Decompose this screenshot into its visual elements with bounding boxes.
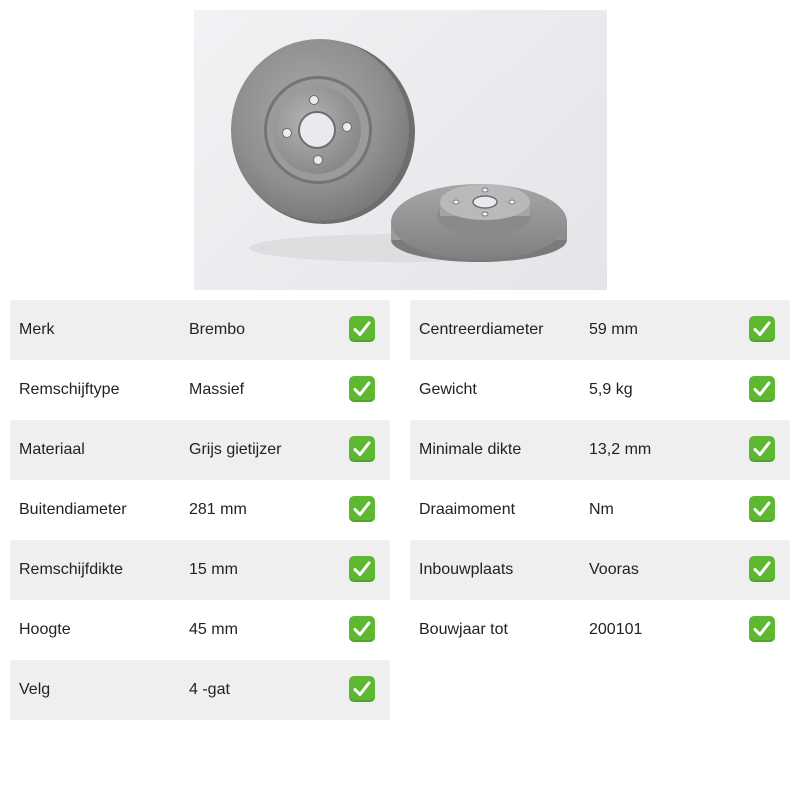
green-check-icon [349, 616, 375, 642]
green-check-icon [349, 556, 375, 582]
spec-label: Merk [19, 321, 55, 338]
green-check-icon [749, 556, 775, 582]
green-check-icon [349, 496, 375, 522]
spec-row-centreerdiameter [410, 300, 790, 360]
spec-row-remschijfdikte [10, 540, 390, 600]
spec-label: Remschijftype [19, 381, 120, 398]
spec-row-materiaal [10, 420, 390, 480]
specs-table-left [10, 300, 390, 720]
spec-row-remschijftype [10, 360, 390, 420]
product-photo [194, 10, 607, 290]
spec-label: Hoogte [19, 621, 71, 638]
brake-disc-image [194, 10, 607, 290]
green-check-icon [749, 316, 775, 342]
spec-value: Brembo [189, 321, 246, 338]
spec-row-minimale-dikte [410, 420, 790, 480]
spec-value: Massief [189, 381, 245, 398]
spec-label: Buitendiameter [19, 501, 127, 518]
spec-row-merk [10, 300, 390, 360]
spec-label: Centreerdiameter [419, 321, 544, 338]
spec-row-velg [10, 660, 390, 720]
spec-row-gewicht [410, 360, 790, 420]
spec-row-draaimoment [410, 480, 790, 540]
spec-label: Draaimoment [419, 501, 516, 518]
spec-label: Gewicht [419, 381, 477, 398]
green-check-icon [349, 316, 375, 342]
specs-table-right [410, 300, 790, 660]
spec-label: Bouwjaar tot [419, 621, 508, 638]
spec-value: 15 mm [189, 561, 238, 578]
spec-label: Remschijfdikte [19, 561, 124, 578]
spec-value: Vooras [589, 561, 639, 578]
spec-value: Grijs gietijzer [189, 441, 282, 458]
spec-value: 200101 [589, 621, 643, 638]
spec-label: Velg [19, 681, 51, 698]
spec-row-hoogte [10, 600, 390, 660]
spec-value: 281 mm [189, 501, 247, 518]
spec-value: 59 mm [589, 321, 638, 338]
spec-value: 5,9 kg [589, 381, 633, 398]
spec-label: Minimale dikte [419, 441, 522, 458]
green-check-icon [349, 436, 375, 462]
green-check-icon [349, 676, 375, 702]
spec-row-bouwjaar-tot [410, 600, 790, 660]
spec-value: 13,2 mm [589, 441, 652, 458]
spec-row-inbouwplaats [410, 540, 790, 600]
spec-value: 4 -gat [189, 681, 230, 698]
spec-label: Inbouwplaats [419, 561, 514, 578]
spec-label: Materiaal [19, 441, 85, 458]
green-check-icon [749, 436, 775, 462]
green-check-icon [749, 496, 775, 522]
spec-value: Nm [589, 501, 614, 518]
spec-value: 45 mm [189, 621, 238, 638]
spec-row-buitendiameter [10, 480, 390, 540]
green-check-icon [349, 376, 375, 402]
green-check-icon [749, 616, 775, 642]
green-check-icon [749, 376, 775, 402]
